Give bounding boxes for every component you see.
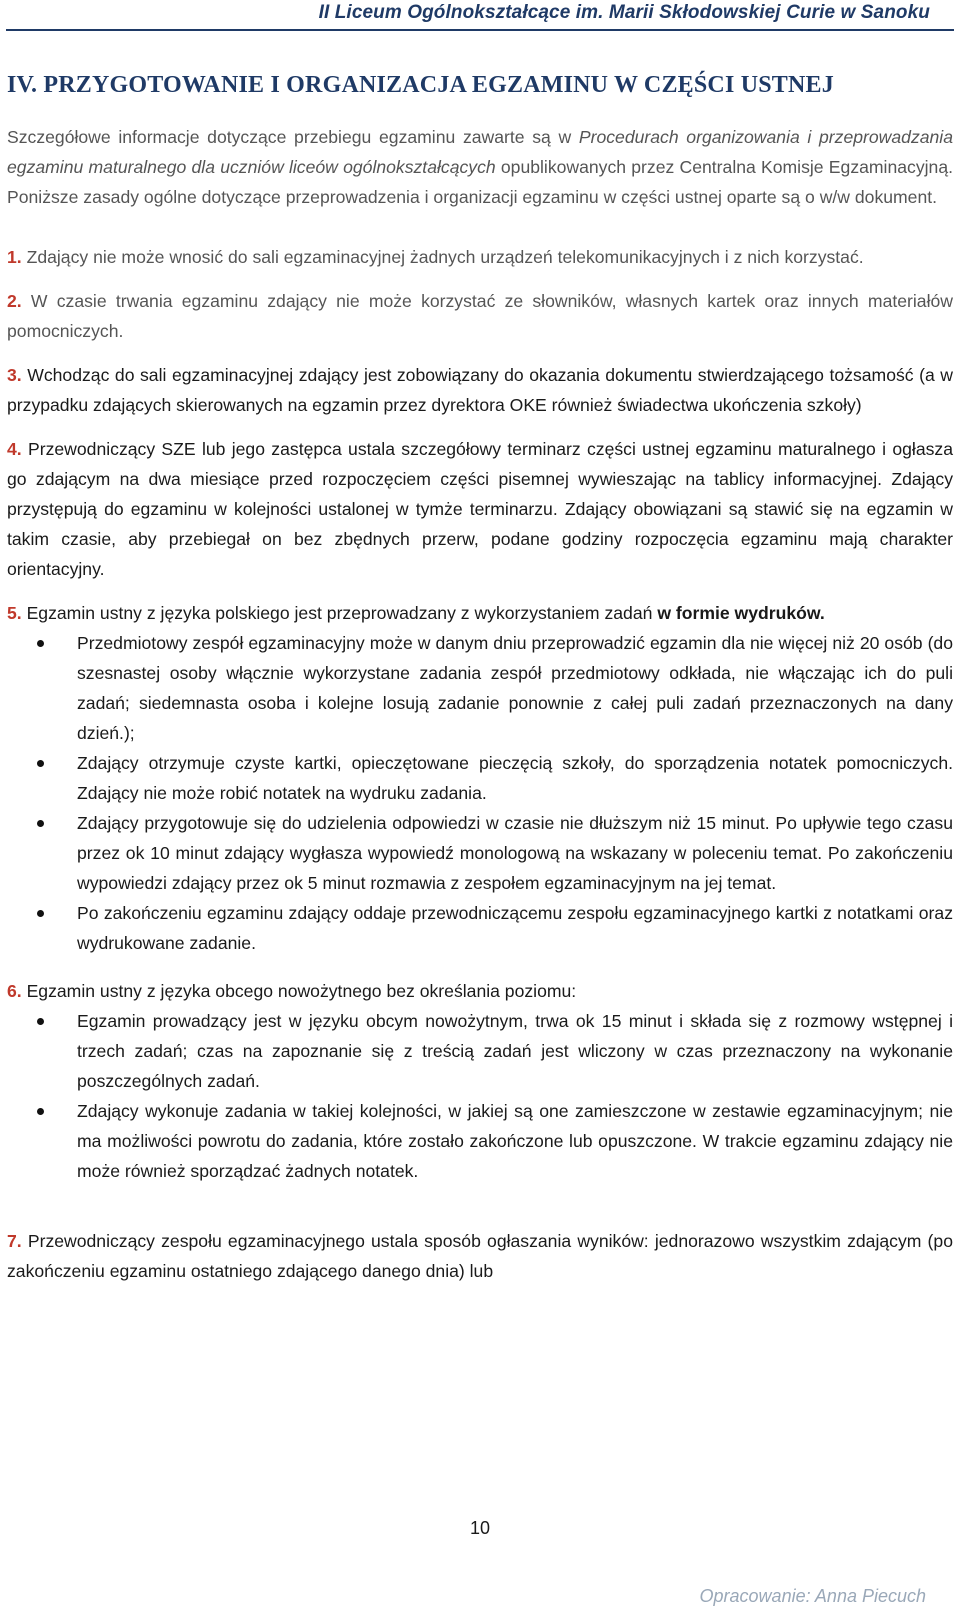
page-number: 10 — [469, 1518, 491, 1538]
bullet-icon — [37, 910, 44, 917]
rule-3 — [7, 360, 953, 420]
rule-number: 4. — [7, 439, 22, 459]
header-rule — [6, 29, 954, 31]
rule-number: 6. — [7, 981, 22, 1001]
rule-2 — [7, 286, 953, 346]
rule-text: Przewodniczący zespołu egzaminacyjnego ustala sposób ogłaszania wyników: jednorazowo wszystkim zdającym (po zakończeniu egzaminu ostatniego zdającego danego dnia) lub — [7, 1231, 953, 1281]
list-item-text: Zdający wykonuje zadania w takiej kolejności, w jakiej są one zamieszczone w zestawie egzaminacyjnym; nie ma możliwości powrotu do zadania, które zostało zakończone lub opuszczone. W trakcie egzaminu zdający nie może również sporządzać żadnych notatek. — [77, 1101, 953, 1181]
rule-4 — [7, 434, 953, 584]
rule-number: 2. — [7, 291, 22, 311]
rule-text: Zdający nie może wnosić do sali egzaminacyjnej żadnych urządzeń telekomunikacyjnych i z nich korzystać. — [21, 247, 864, 267]
rule-text: W czasie trwania egzaminu zdający nie może korzystać ze słowników, własnych kartek oraz innych materiałów pomocniczych. — [7, 291, 953, 341]
page-header: II Liceum Ogólnokształcące im. Marii Skłodowskiej Curie w Sanoku — [318, 2, 930, 23]
list-item — [7, 808, 953, 898]
list-item — [7, 898, 953, 958]
section-heading: IV. PRZYGOTOWANIE I ORGANIZACJA EGZAMINU W CZĘŚCI USTNEJ — [7, 72, 834, 98]
intro-text-2: opublikowanych przez Centralna Komisje Egzaminacyjną. — [495, 157, 953, 177]
rule-text: Egzamin ustny z języka obcego nowożytnego bez określania poziomu: — [21, 981, 577, 1001]
rule-5 — [7, 598, 953, 628]
rule-number: 1. — [7, 247, 22, 267]
list-item-text: Zdający przygotowuje się do udzielenia odpowiedzi w czasie nie dłuższym niż 15 minut. Po upływie tego czasu przez ok 10 minut zdający wygłasza wypowiedź monologową na wskazany w poleceniu temat. Po zakończeniu wypowiedzi zdający przez ok 5 minut rozmawia z zespołem egzaminacyjnym na jej temat. — [77, 813, 953, 893]
bullet-icon — [37, 760, 44, 767]
intro-italic: Procedurach organizowania i przeprowadzania egzaminu maturalnego dla uczniów liceów ogólnokształcących — [7, 127, 954, 177]
rule-text: Egzamin ustny z języka polskiego jest przeprowadzany z wykorzystaniem zadań — [21, 603, 658, 623]
rule-number: 3. — [7, 365, 22, 385]
rule-6-bullets — [7, 1006, 953, 1186]
list-item-text: Zdający otrzymuje czyste kartki, opieczętowane pieczęcią szkoły, do sporządzenia notatek pomocniczych. Zdający nie może robić notatek na wydruku zadania. — [77, 753, 953, 803]
bullet-icon — [37, 640, 44, 647]
rule-text-bold: w formie wydruków. — [657, 603, 825, 623]
list-item — [7, 628, 953, 748]
rule-number: 7. — [7, 1231, 22, 1251]
intro-paragraph — [7, 122, 953, 212]
rule-number: 5. — [7, 603, 22, 623]
bullet-icon — [37, 1108, 44, 1115]
list-item-text: Po zakończeniu egzaminu zdający oddaje przewodniczącemu zespołu egzaminacyjnego kartki z notatkami oraz wydrukowane zadanie. — [77, 903, 953, 953]
list-item — [7, 1006, 953, 1096]
footer-author: Opracowanie: Anna Piecuch — [699, 1586, 926, 1606]
intro-text-3: Poniższe zasady ogólne dotyczące przeprowadzenia i organizacji egzaminu w części ustnej oparte są o w/w dokument. — [7, 187, 938, 207]
intro-text-1: Szczegółowe informacje dotyczące przebiegu egzaminu zawarte są w — [7, 127, 579, 147]
rule-text: Przewodniczący SZE lub jego zastępca ustala szczegółowy terminarz części ustnej egzaminu maturalnego i ogłasza go zdającym na dwa miesiące przed rozpoczęciem części pisemnej wywieszając na tablicy informacyjnej. Zdający przystępują do egzaminu w kolejności ustalonej w tymże terminarzu. Zdający obowiązani są stawić się na egzamin w takim czasie, aby przebiegał on bez zbędnych przerw, podane godziny rozpoczęcia egzaminu mają charakter orientacyjny. — [7, 439, 953, 579]
list-item-text: Przedmiotowy zespół egzaminacyjny może w danym dniu przeprowadzić egzamin dla nie więcej niż 20 osób (do szesnastej osoby włącznie wykorzystane zadania zespół przedmiotowy odkłada, nie włączając ich do puli zadań; siedemnasta osoba i kolejne losują zadanie ponownie z całej puli zadań przeznaczonych na dany dzień.); — [77, 633, 953, 743]
rule-5-bullets — [7, 628, 953, 958]
list-item — [7, 1096, 953, 1186]
rule-1 — [7, 242, 953, 272]
bullet-icon — [37, 1018, 44, 1025]
page-content — [7, 72, 953, 1286]
bullet-icon — [37, 820, 44, 827]
list-item — [7, 748, 953, 808]
rule-7 — [7, 1226, 953, 1286]
rule-6 — [7, 976, 953, 1006]
list-item-text: Egzamin prowadzący jest w języku obcym nowożytnym, trwa ok 15 minut i składa się z rozmowy wstępnej i trzech zadań; czas na zapoznanie się z treścią zadań jest wliczony w czas przeznaczony na wykonanie poszczególnych zadań. — [77, 1011, 953, 1091]
rule-text: Wchodząc do sali egzaminacyjnej zdający jest zobowiązany do okazania dokumentu stwierdzającego tożsamość (a w przypadku zdających skierowanych na egzamin przez dyrektora OKE również świadectwa ukończenia szkoły) — [7, 365, 953, 415]
